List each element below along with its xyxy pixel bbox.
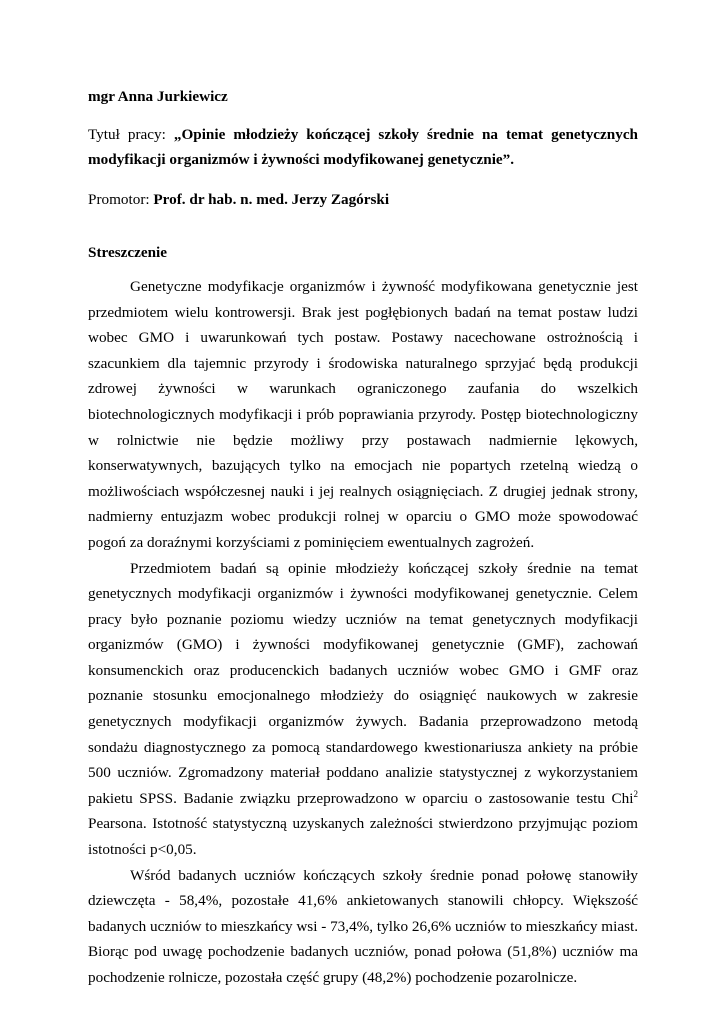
title-text: „Opinie młodzieży kończącej szkoły średnie na temat genetycznych modyfikacji organizmów i żywności modyfikowanej genetycznie”. [88,125,639,169]
paragraph-2-text-b: Pearsona. Istotność statystyczną uzyskanych zależności stwierdzono przyjmując poziom istotności p<0,05. [88,815,638,859]
abstract-paragraph-3: Wśród badanych uczniów kończących szkoły średnie ponad połowę stanowiły dziewczęta - 58,4%, pozostałe 41,6% ankietowanych stanowili chłopcy. Większość badanych uczniów to mieszkańcy wsi - 73,4%, tylko 26,6% uczniów to mieszkańcy miast. Biorąc pod uwagę pochodzenie badanych uczniów, ponad połowa (51,8%) uczniów ma pochodzenie rolnicze, pozostała część grupy (48,2%) pochodzenie pozarolnicze. [88,866,638,986]
promotor-name: Prof. dr hab. n. med. Jerzy Zagórski [153,190,390,208]
thesis-title [88,122,638,173]
document-page [88,84,638,991]
abstract-paragraph-1: Genetyczne modyfikacje organizmów i żywność modyfikowana genetycznie jest przedmiotem wielu kontrowersji. Brak jest pogłębionych badań na temat postaw ludzi wobec GMO i uwarunkowań tych postaw. Postawy nacechowane ostrożnością i szacunkiem dla tajemnic przyrody i środowiska naturalnego sprzyjać będą produkcji zdrowej żywności w warunkach ograniczonego zaufania do wszelkich biotechnologicznych modyfikacji i prób poprawiania przyrody. Postęp biotechnologiczny w rolnictwie nie będzie możliwy przy postawach nadmiernie lękowych, konserwatywnych, bazujących tylko na emocjach nie popartych rzetelną wiedzą o możliwościach współczesnej nauki i jej realnych osiągnięciach. Z drugiej jednak strony, nadmierny entuzjazm wobec produkcji rolnej w oparciu o GMO może spowodować pogoń za doraźnymi korzyściami z pominięciem ewentualnych zagrożeń. [88,277,638,551]
author-name: mgr Anna Jurkiewicz [88,88,228,105]
title-label: Tytuł pracy: [88,125,166,143]
abstract-paragraph-2 [88,556,638,863]
promotor-line [88,187,638,213]
section-heading: Streszczenie [88,244,167,262]
promotor-label: Promotor: [88,190,150,208]
superscript-2: 2 [633,788,638,799]
paragraph-2-text-a: Przedmiotem badań są opinie młodzieży kończącej szkoły średnie na temat genetycznych modyfikacji organizmów i żywności modyfikowanej genetycznie. Celem pracy było poznanie poziomu wiedzy uczniów na temat genetycznych modyfikacji organizmów (GMO) i żywności modyfikowanej genetycznie (GMF), zachowań konsumenckich oraz producenckich badanych uczniów wobec GMO i GMF oraz poznanie stosunku emocjonalnego młodzieży do osiągnięć naukowych w zakresie genetycznych modyfikacji organizmów żywych. Badania przeprowadzono metodą sondażu diagnostycznego za pomocą standardowego kwestionariusza ankiety na próbie 500 uczniów. Zgromadzony materiał poddano analizie statystycznej z wykorzystaniem pakietu SPSS. Badanie związku przeprowadzono w oparciu o zastosowanie testu Chi [88,559,638,807]
